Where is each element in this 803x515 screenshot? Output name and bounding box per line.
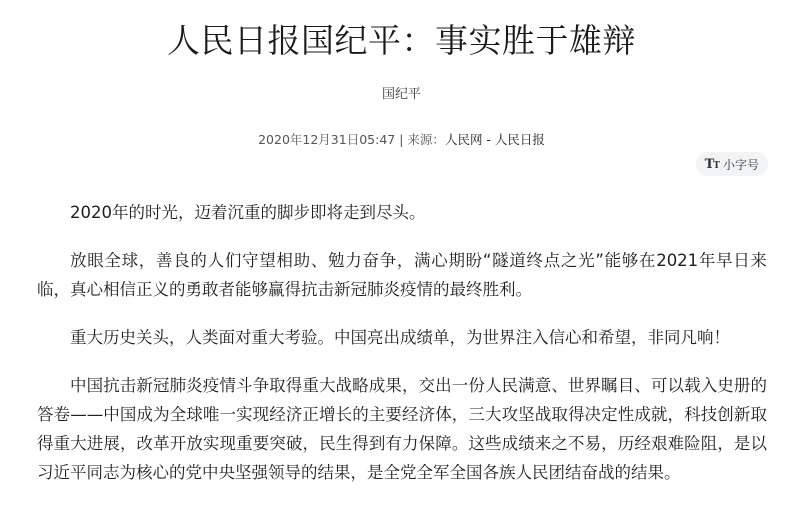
article-body xyxy=(37,198,767,506)
source-link[interactable]: 人民网 - 人民日报 xyxy=(444,132,545,147)
font-size-toggle-button[interactable] xyxy=(696,152,768,176)
meta-separator: | xyxy=(395,132,408,147)
article-title: 人民日报国纪平：事实胜于雄辩 xyxy=(167,21,636,60)
paragraph: 中国抗击新冠肺炎疫情斗争取得重大战略成果，交出一份人民满意、世界瞩目、可以载入史册的答卷——中国成为全球唯一实现经济正增长的主要经济体，三大攻坚战取得决定性成就，科技创新取得重大进展，改革开放实现重要突破，民生得到有力保障。这些成绩来之不易，历经艰难险阻，是以习近平同志为核心的党中央坚强领导的结果，是全党全军全国各族人民团结奋战的结果。 xyxy=(37,376,767,482)
article-author: 国纪平 xyxy=(381,87,421,102)
font-size-toggle-label: 小字号 xyxy=(722,157,759,172)
paragraph: 重大历史关头，人类面对重大考验。中国亮出成绩单，为世界注入信心和希望，非同凡响！ xyxy=(70,328,730,347)
publish-datetime: 2020年12月31日05:47 xyxy=(258,132,396,147)
article-meta xyxy=(0,131,803,149)
paragraph: 放眼全球，善良的人们守望相助、勉力奋争，满心期盼“隧道终点之光”能够在2021年早日来临，真心相信正义的勇敢者能够赢得抗击新冠肺炎疫情的最终胜利。 xyxy=(37,251,767,299)
text-size-icon: TT xyxy=(704,156,719,172)
source-label: 来源： xyxy=(407,132,445,147)
paragraph: 2020年的时光，迈着沉重的脚步即将走到尽头。 xyxy=(70,203,426,222)
